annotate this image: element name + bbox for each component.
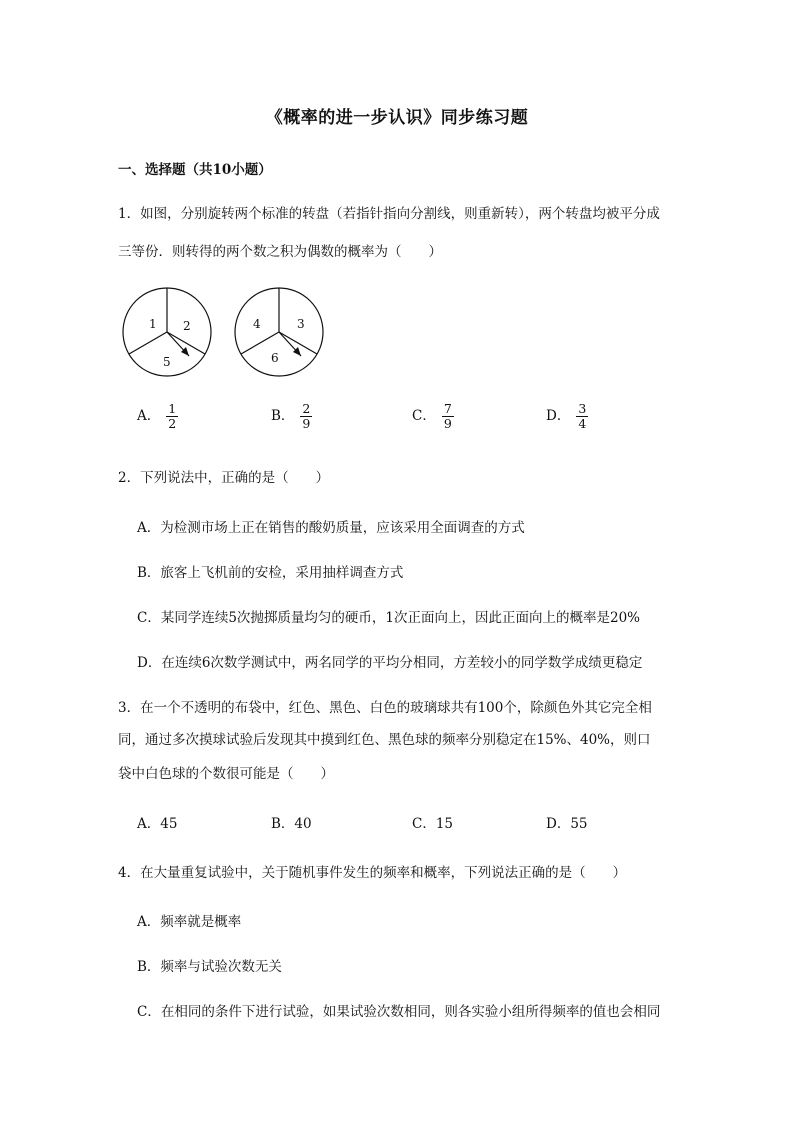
spinner-1-sector-label: 5 bbox=[163, 355, 171, 369]
option-letter: D． bbox=[546, 408, 571, 424]
fraction bbox=[300, 402, 312, 431]
q3-stem-line-1: 3．在一个不透明的布袋中，红色、黑色、白色的玻璃球共有100个，除颜色外其它完全相 bbox=[118, 700, 652, 716]
q3-option-d: D．55 bbox=[546, 816, 588, 832]
q4-stem: 4．在大量重复试验中，关于随机事件发生的频率和概率，下列说法正确的是（ ） bbox=[118, 865, 627, 881]
option-letter: C． bbox=[412, 408, 436, 424]
spinner-1-divider bbox=[129, 332, 167, 354]
q3-stem-line-2: 同，通过多次摸球试验后发现其中摸到红色、黑色球的频率分别稳定在15%、40%，则口 bbox=[118, 732, 651, 748]
q2-option-b: B．旅客上飞机前的安检，采用抽样调查方式 bbox=[137, 565, 404, 581]
spinner-1-sector-label: 2 bbox=[183, 319, 191, 333]
q4-option-a: A．频率就是概率 bbox=[137, 914, 242, 930]
page-title: 《概率的进一步认识》同步练习题 bbox=[265, 108, 529, 128]
q3-option-b: B．40 bbox=[271, 816, 312, 832]
q2-option-c: C．某同学连续5次抛掷质量均匀的硬币，1次正面向上，因此正面向上的概率是20% bbox=[137, 610, 641, 626]
q3-stem-line-3: 袋中白色球的个数很可能是（ ） bbox=[118, 766, 334, 782]
q4-option-b: B．频率与试验次数无关 bbox=[137, 959, 282, 975]
numerator: 3 bbox=[578, 401, 587, 416]
spinner-2-sector-label: 4 bbox=[253, 317, 261, 331]
option-letter: B． bbox=[271, 408, 295, 424]
q2-option-a: A．为检测市场上正在销售的酸奶质量，应该采用全面调查的方式 bbox=[137, 520, 525, 536]
q4-option-c: C．在相同的条件下进行试验，如果试验次数相同，则各实验小组所得频率的值也会相同 bbox=[137, 1004, 661, 1020]
q2-option-d: D．在连续6次数学测试中，两名同学的平均分相同，方差较小的同学数学成绩更稳定 bbox=[137, 655, 643, 671]
denominator: 9 bbox=[302, 416, 311, 431]
q1-stem-line-2: 三等份．则转得的两个数之积为偶数的概率为（ ） bbox=[118, 244, 442, 260]
q3-option-c: C．15 bbox=[412, 816, 454, 832]
q3-option-a: A．45 bbox=[137, 816, 178, 832]
numerator: 1 bbox=[168, 401, 177, 416]
q1-option-c bbox=[412, 402, 454, 431]
denominator: 2 bbox=[168, 416, 177, 431]
q1-option-d bbox=[546, 402, 588, 431]
fraction bbox=[442, 402, 454, 431]
q2-stem: 2．下列说法中，正确的是（ ） bbox=[118, 470, 330, 486]
fraction bbox=[576, 402, 588, 431]
option-letter: A． bbox=[137, 408, 161, 424]
q1-option-a bbox=[137, 402, 178, 431]
fraction bbox=[166, 402, 178, 431]
spinner-2 bbox=[233, 286, 325, 378]
spinner-1-sector-label: 1 bbox=[149, 317, 157, 331]
numerator: 7 bbox=[443, 401, 452, 416]
denominator: 9 bbox=[443, 416, 452, 431]
spinner-2-sector-label: 3 bbox=[297, 317, 305, 331]
spinner-1 bbox=[121, 286, 213, 378]
section-heading: 一、选择题（共10小题） bbox=[118, 162, 272, 178]
q1-stem-line-1: 1．如图，分别旋转两个标准的转盘（若指针指向分割线，则重新转），两个转盘均被平分成 bbox=[118, 206, 660, 222]
q1-option-b bbox=[271, 402, 312, 431]
numerator: 2 bbox=[302, 401, 311, 416]
spinner-2-sector-label: 6 bbox=[271, 351, 279, 365]
denominator: 4 bbox=[578, 416, 587, 431]
